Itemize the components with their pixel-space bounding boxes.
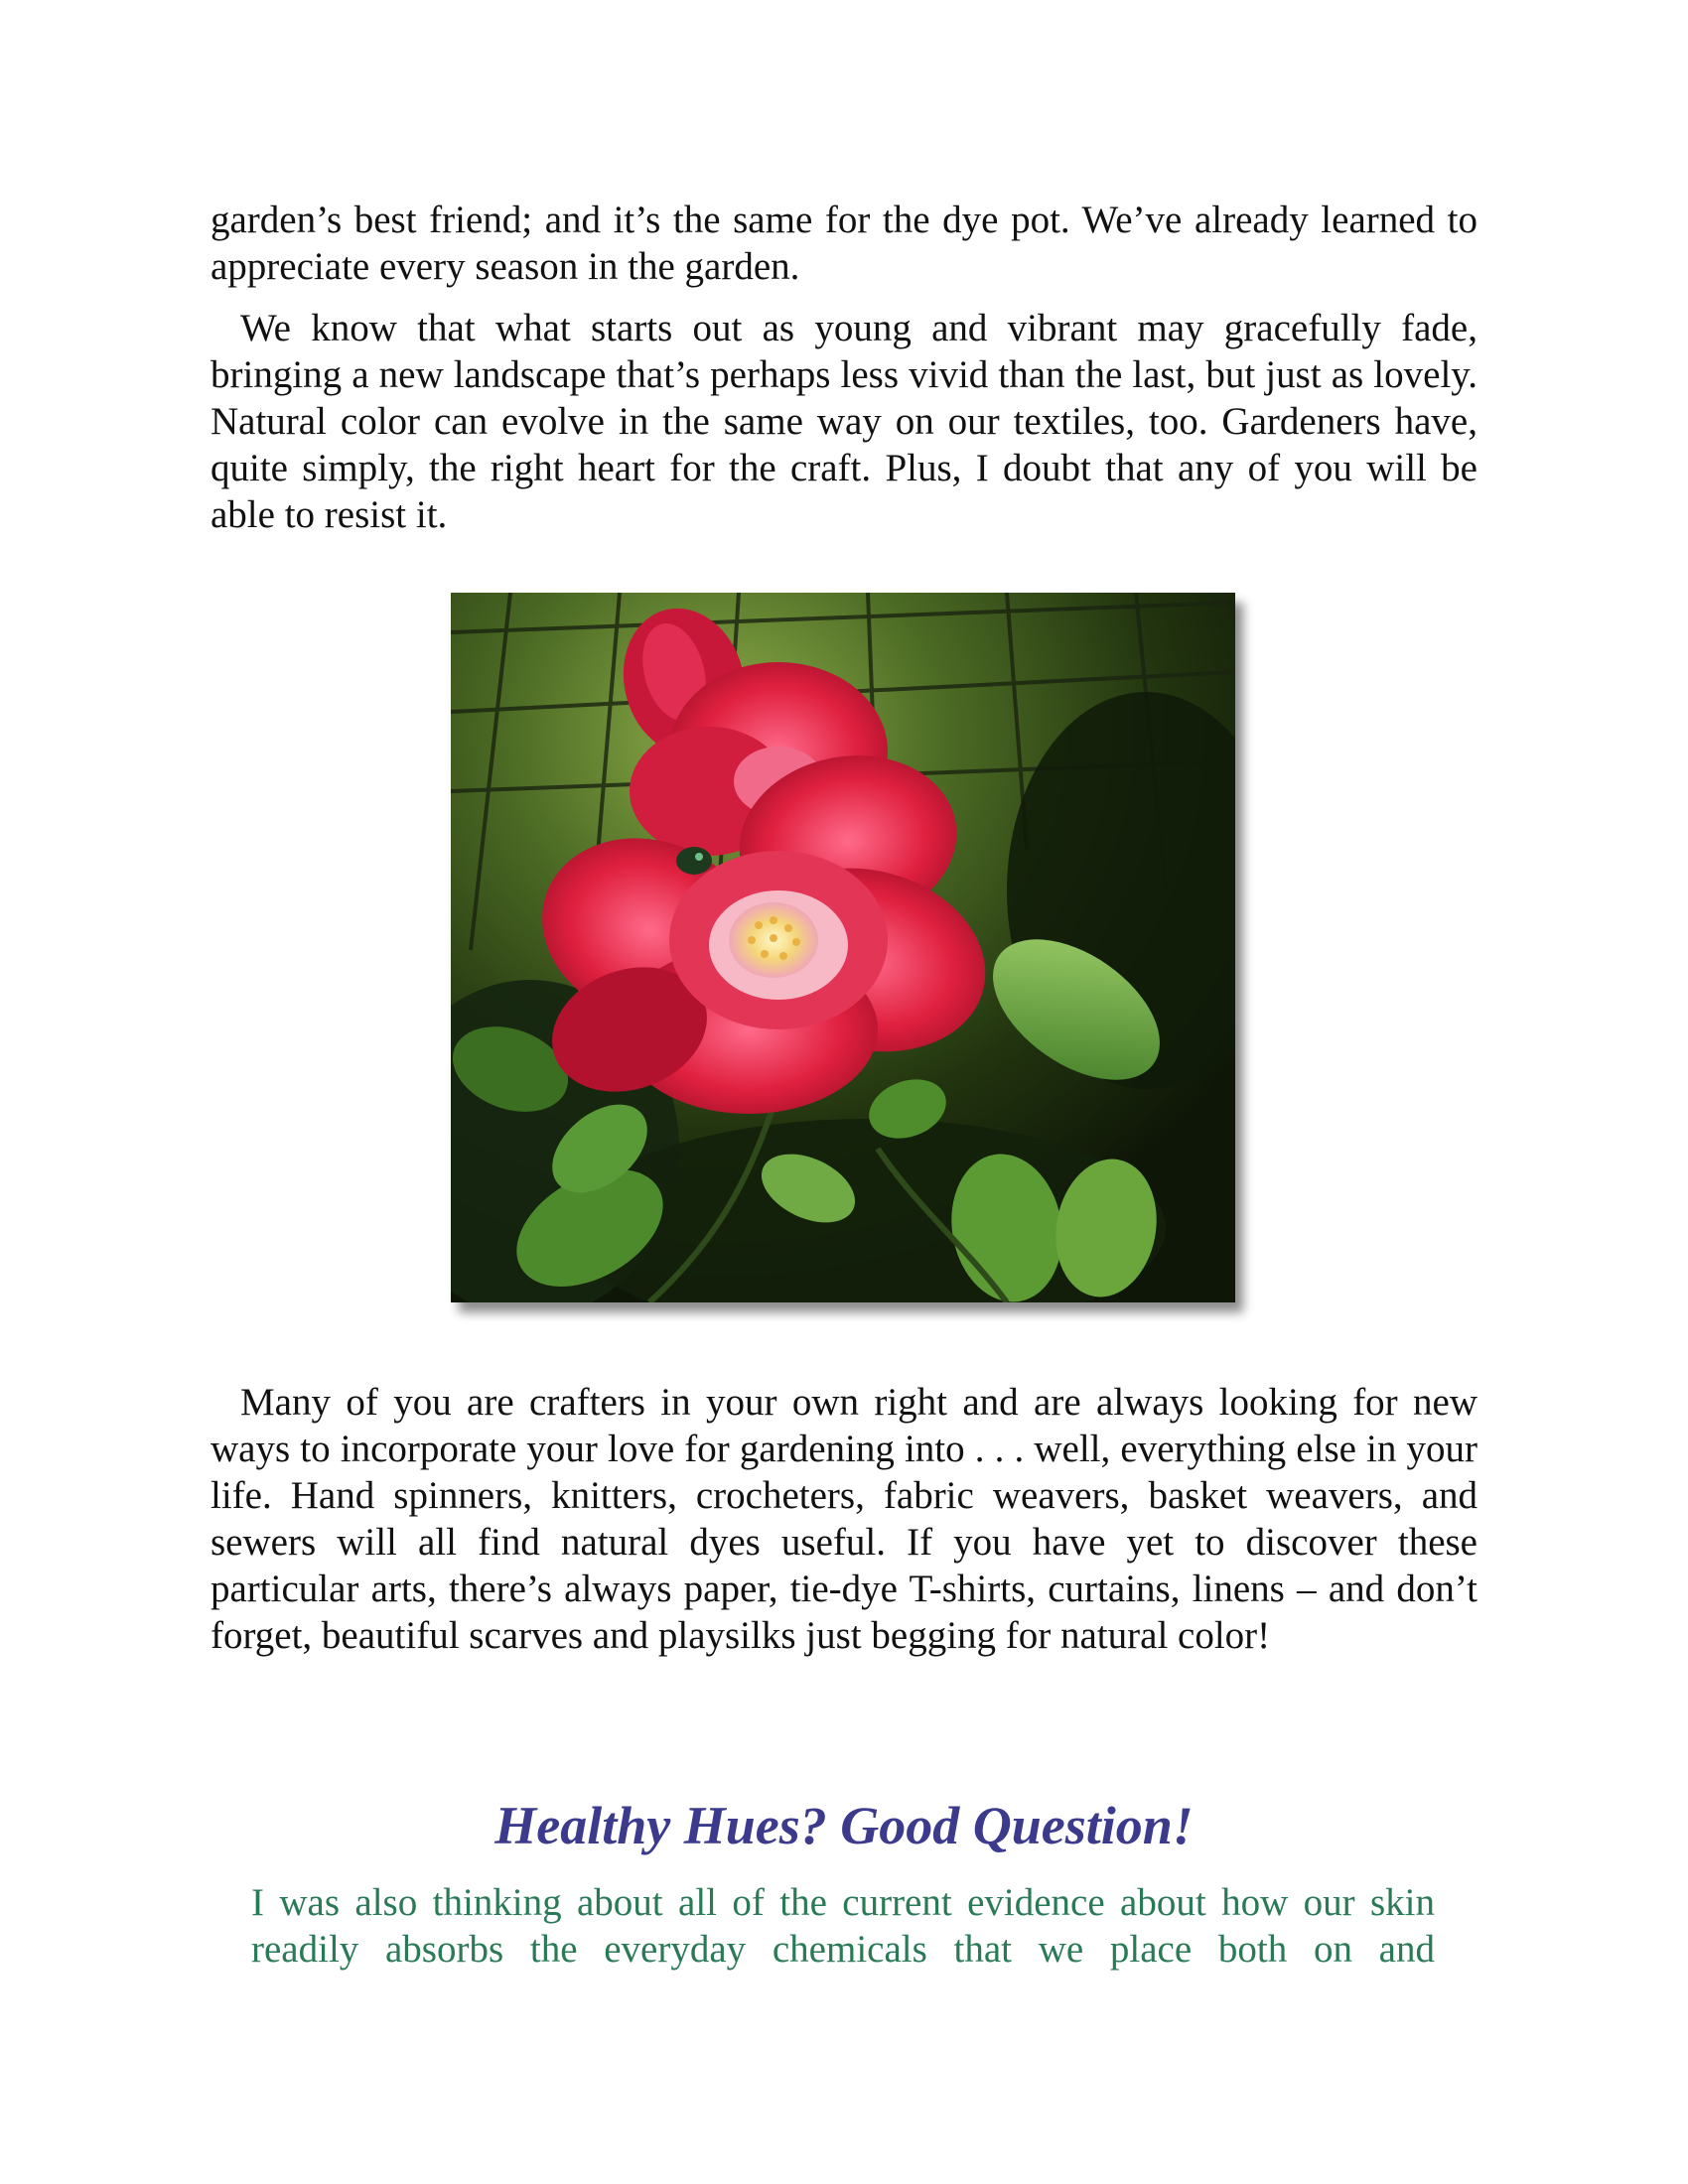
rose-photo — [451, 593, 1235, 1302]
callout-text: I was also thinking about all of the current evidence about how our skin readily absorbs the everyday chemicals that we place both on and — [251, 1881, 1435, 1971]
section-heading: Healthy Hues? Good Question! — [494, 1796, 1194, 1855]
body-paragraph-1: garden’s best friend; and it’s the same for the dye pot. We’ve already learned to appreciate every season in the garden. — [211, 199, 1477, 288]
body-paragraph-3: Many of you are crafters in your own right and are always looking for new ways to incorporate your love for gardening into . . . well, everything else in your life. Hand spinners, knitters, crocheters, fabric weavers, basket weavers, and sewers will all find natural dyes useful. If you have yet to discover these particular arts, there’s always paper, tie-dye T-shirts, curtains, linens – and don’t forget, beautiful scarves and playsilks just begging for natural color! — [211, 1381, 1477, 1657]
rose-photo-illustration — [451, 593, 1235, 1302]
body-paragraph-2: We know that what starts out as young and vibrant may gracefully fade, bringing a new landscape that’s perhaps less vivid than the last, but just as lovely. Natural color can evolve in the same way on our textiles, too. Gardeners have, quite simply, the right heart for the craft. Plus, I doubt that any of you will be able to resist it. — [211, 307, 1477, 536]
